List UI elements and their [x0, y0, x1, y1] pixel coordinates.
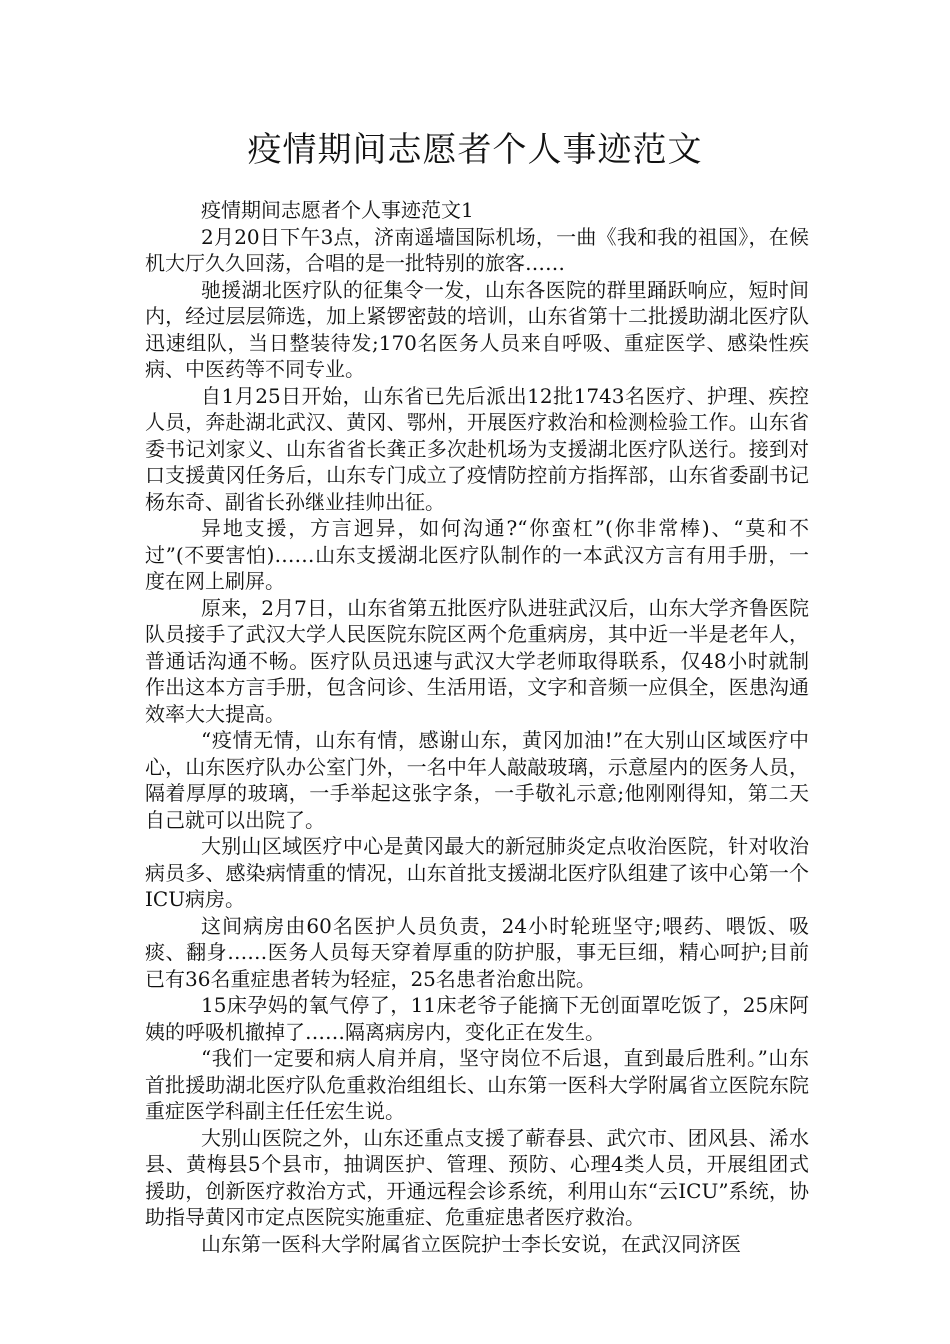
paragraph: 原来，2月7日，山东省第五批医疗队进驻武汉后，山东大学齐鲁医院队员接手了武汉大学人民医院东院区两个危重病房，其中近一半是老年人，普通话沟通不畅。医疗队员迅速与武汉大学老师取得联系，仅48小时就制作出这本方言手册，包含问诊、生活用语，文字和音频一应俱全，医患沟通效率大大提高。 [145, 595, 809, 726]
document-body [145, 197, 809, 1257]
paragraph: 异地支援，方言迥异，如何沟通?“你蛮杠”(你非常棒)、“莫和不过”(不要害怕)……山东支援湖北医疗队制作的一本武汉方言有用手册，一度在网上刷屏。 [145, 516, 809, 593]
paragraph: 山东第一医科大学附属省立医院护士李长安说，在武汉同济医 [201, 1231, 741, 1256]
paragraph: 大别山医院之外，山东还重点支援了蕲春县、武穴市、团风县、浠水县、黄梅县5个县市，抽调医护、管理、预防、心理4类人员，开展组团式援助，创新医疗救治方式，开通远程会诊系统，利用山东“云ICU”系统，协助指导黄冈市定点医院实施重症、危重症患者医疗救治。 [145, 1125, 809, 1229]
paragraph: “我们一定要和病人肩并肩，坚守岗位不后退，直到最后胜利。”山东首批援助湖北医疗队危重救治组组长、山东第一医科大学附属省立医院东院重症医学科副主任任宏生说。 [145, 1046, 809, 1123]
paragraph: 驰援湖北医疗队的征集令一发，山东各医院的群里踊跃响应，短时间内，经过层层筛选，加上紧锣密鼓的培训，山东省第十二批援助湖北医疗队迅速组队，当日整装待发;170名医务人员来自呼吸、重症医学、感染性疾病、中医药等不同专业。 [145, 277, 809, 381]
paragraph: 2月20日下午3点，济南遥墙国际机场，一曲《我和我的祖国》，在候机大厅久久回荡，合唱的是一批特别的旅客…… [145, 224, 809, 275]
paragraph: 15床孕妈的氧气停了，11床老爷子能摘下无创面罩吃饭了，25床阿姨的呼吸机撤掉了……隔离病房内，变化正在发生。 [145, 993, 809, 1044]
document-title: 疫情期间志愿者个人事迹范文 [247, 130, 703, 170]
paragraph: 这间病房由60名医护人员负责，24小时轮班坚守;喂药、喂饭、吸痰、翻身……医务人员每天穿着厚重的防护服，事无巨细，精心呵护;目前已有36名重症患者转为轻症，25名患者治愈出院。 [145, 913, 809, 991]
paragraph: 大别山区域医疗中心是黄冈最大的新冠肺炎定点收治医院，针对收治病员多、感染病情重的情况，山东首批支援湖北医疗队组建了该中心第一个ICU病房。 [145, 834, 809, 911]
paragraph: 自1月25日开始，山东省已先后派出12批1743名医疗、护理、疾控人员，奔赴湖北武汉、黄冈、鄂州，开展医疗救治和检测检验工作。山东省委书记刘家义、山东省省长龚正多次赴机场为支援湖北医疗队送行。接到对口支援黄冈任务后，山东专门成立了疫情防控前方指挥部，山东省委副书记杨东奇、副省长孙继业挂帅出征。 [145, 383, 809, 514]
paragraph: “疫情无情，山东有情，感谢山东，黄冈加油!”在大别山区域医疗中心，山东医疗队办公室门外，一名中年人敲敲玻璃，示意屋内的医务人员，隔着厚厚的玻璃，一手举起这张字条，一手敬礼示意;他刚刚得知，第二天自己就可以出院了。 [145, 728, 809, 832]
section-heading: 疫情期间志愿者个人事迹范文1 [201, 198, 474, 222]
